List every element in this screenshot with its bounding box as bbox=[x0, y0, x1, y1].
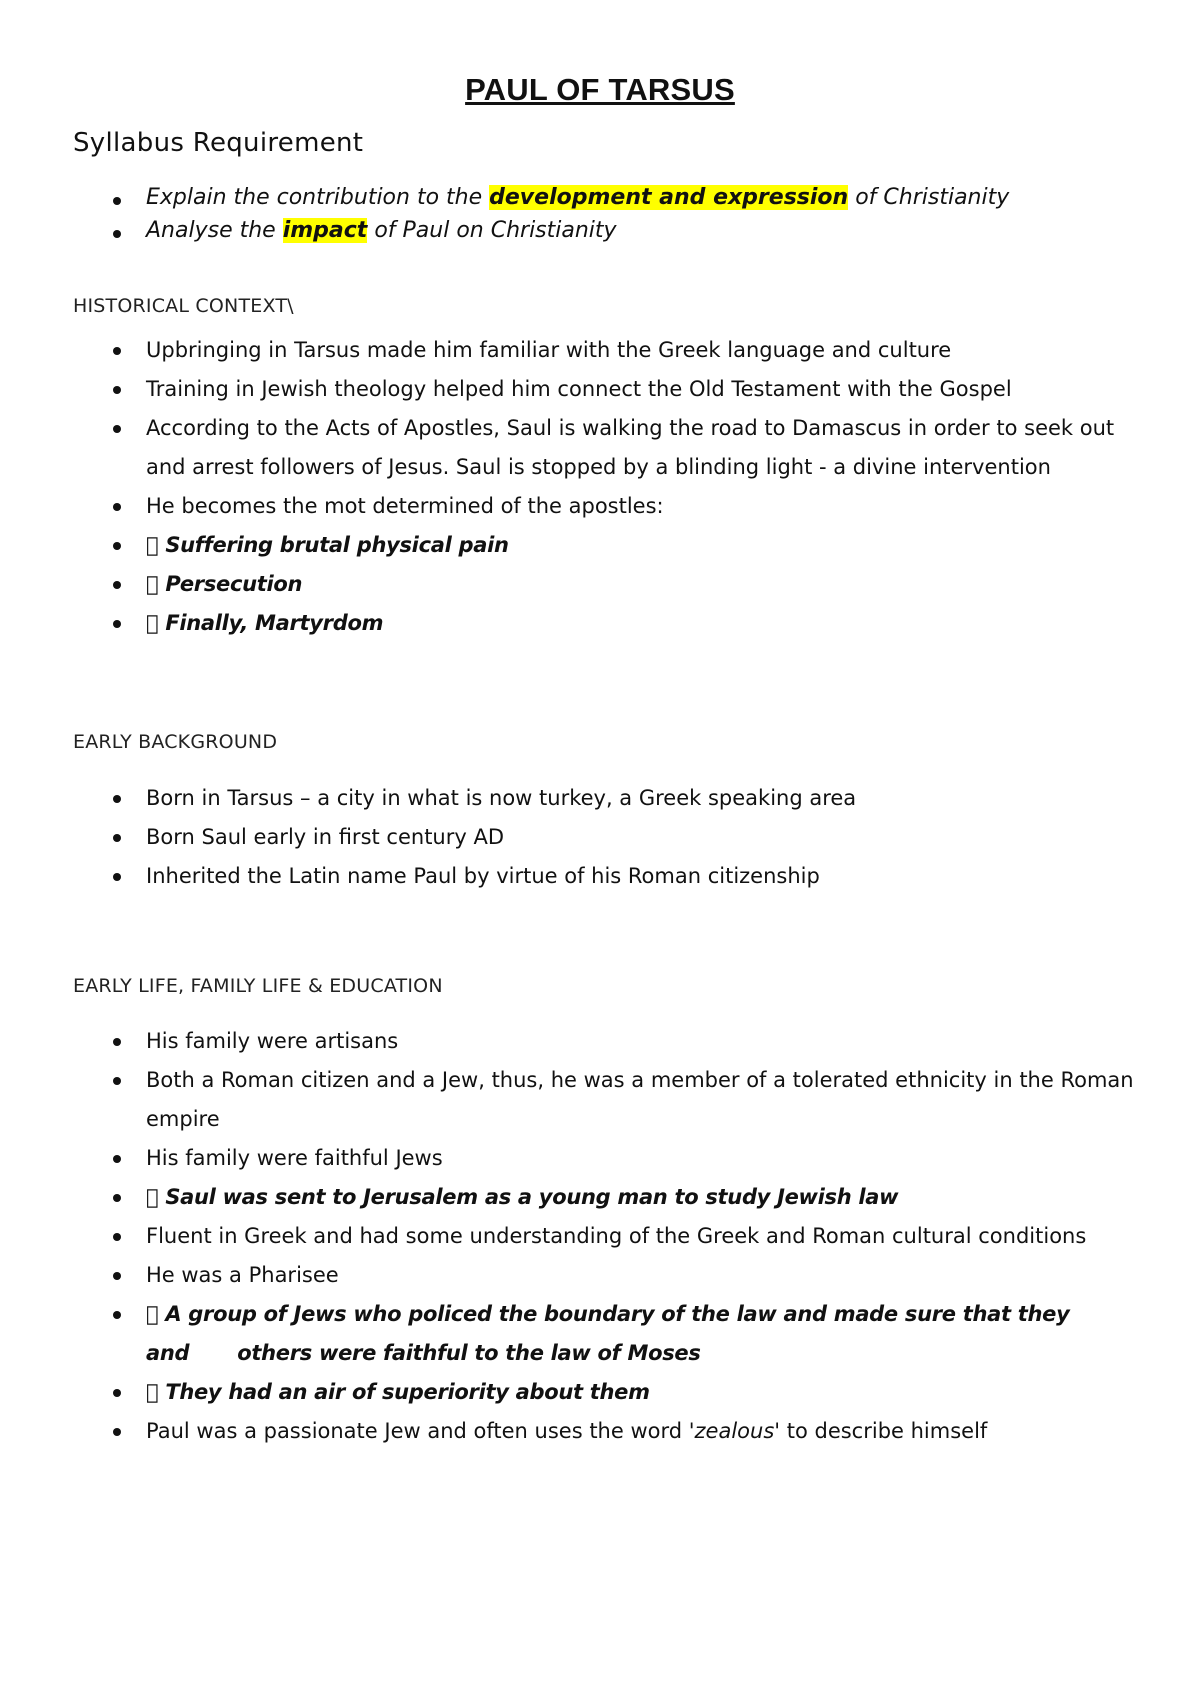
bullet-icon bbox=[113, 542, 121, 550]
early-life-list bbox=[0, 1022, 1200, 1451]
bullet-icon bbox=[113, 347, 121, 355]
list-item: Persecution bbox=[0, 565, 1200, 604]
list-item: Fluent in Greek and had some understanding of the Greek and Roman cultural conditions bbox=[0, 1217, 1200, 1256]
page-title: PAUL OF TARSUS bbox=[465, 72, 735, 107]
list-item: A group of Jews who policed the boundary of the law and made sure that they and others were faithful to the law of Moses bbox=[0, 1295, 1200, 1373]
list-item: Analyse the impact of Paul on Christianity bbox=[0, 214, 1200, 247]
list-item: He becomes the mot determined of the apostles: bbox=[0, 487, 1200, 526]
bullet-icon bbox=[113, 503, 121, 511]
bullet-icon bbox=[113, 1389, 121, 1397]
bullet-icon bbox=[113, 386, 121, 394]
list-item: His family were faithful Jews bbox=[0, 1139, 1200, 1178]
list-item: Training in Jewish theology helped him connect the Old Testament with the Gospel bbox=[0, 370, 1200, 409]
syllabus-list bbox=[0, 181, 1200, 247]
bullet-icon bbox=[113, 873, 121, 881]
list-item: They had an air of superiority about them bbox=[0, 1373, 1200, 1412]
list-item: Saul was sent to Jerusalem as a young man to study Jewish law bbox=[0, 1178, 1200, 1217]
bullet-icon bbox=[113, 581, 121, 589]
bullet-icon bbox=[113, 1428, 121, 1436]
list-item: Upbringing in Tarsus made him familiar with the Greek language and culture bbox=[0, 331, 1200, 370]
background-list bbox=[0, 779, 1200, 896]
list-item: Suffering brutal physical pain bbox=[0, 526, 1200, 565]
list-item: Finally, Martyrdom bbox=[0, 604, 1200, 643]
bullet-icon bbox=[113, 1038, 121, 1046]
bullet-icon bbox=[113, 197, 121, 205]
bullet-icon bbox=[113, 795, 121, 803]
bullet-icon bbox=[113, 1233, 121, 1241]
highlighted-text: development and expression bbox=[489, 185, 849, 210]
bullet-icon bbox=[113, 1311, 121, 1319]
bullet-icon bbox=[113, 620, 121, 628]
highlighted-text: impact bbox=[282, 218, 368, 243]
list-item: He was a Pharisee bbox=[0, 1256, 1200, 1295]
bullet-icon bbox=[113, 1155, 121, 1163]
bullet-icon bbox=[113, 1077, 121, 1085]
list-item: His family were artisans bbox=[0, 1022, 1200, 1061]
bullet-icon bbox=[113, 1272, 121, 1280]
early-background-heading: EARLY BACKGROUND bbox=[73, 731, 278, 753]
historical-list bbox=[0, 331, 1200, 643]
historical-context-heading: HISTORICAL CONTEXT\ bbox=[73, 295, 294, 317]
list-item: Both a Roman citizen and a Jew, thus, he was a member of a tolerated ethnicity in the Roman empire bbox=[0, 1061, 1200, 1139]
list-item: Born Saul early in first century AD bbox=[0, 818, 1200, 857]
list-item: According to the Acts of Apostles, Saul is walking the road to Damascus in order to seek out and arrest followers of Jesus. Saul is stopped by a blinding light - a divine intervention bbox=[0, 409, 1200, 487]
bullet-icon bbox=[113, 1194, 121, 1202]
list-item: Born in Tarsus – a city in what is now turkey, a Greek speaking area bbox=[0, 779, 1200, 818]
list-item: Explain the contribution to the development and expression of Christianity bbox=[0, 181, 1200, 214]
bullet-icon bbox=[113, 230, 121, 238]
syllabus-heading: Syllabus Requirement bbox=[73, 128, 364, 158]
list-item: Inherited the Latin name Paul by virtue of his Roman citizenship bbox=[0, 857, 1200, 896]
early-life-heading: EARLY LIFE, FAMILY LIFE & EDUCATION bbox=[73, 975, 443, 997]
bullet-icon bbox=[113, 834, 121, 842]
bullet-icon bbox=[113, 425, 121, 433]
list-item: Paul was a passionate Jew and often uses the word 'zealous' to describe himself bbox=[0, 1412, 1200, 1451]
